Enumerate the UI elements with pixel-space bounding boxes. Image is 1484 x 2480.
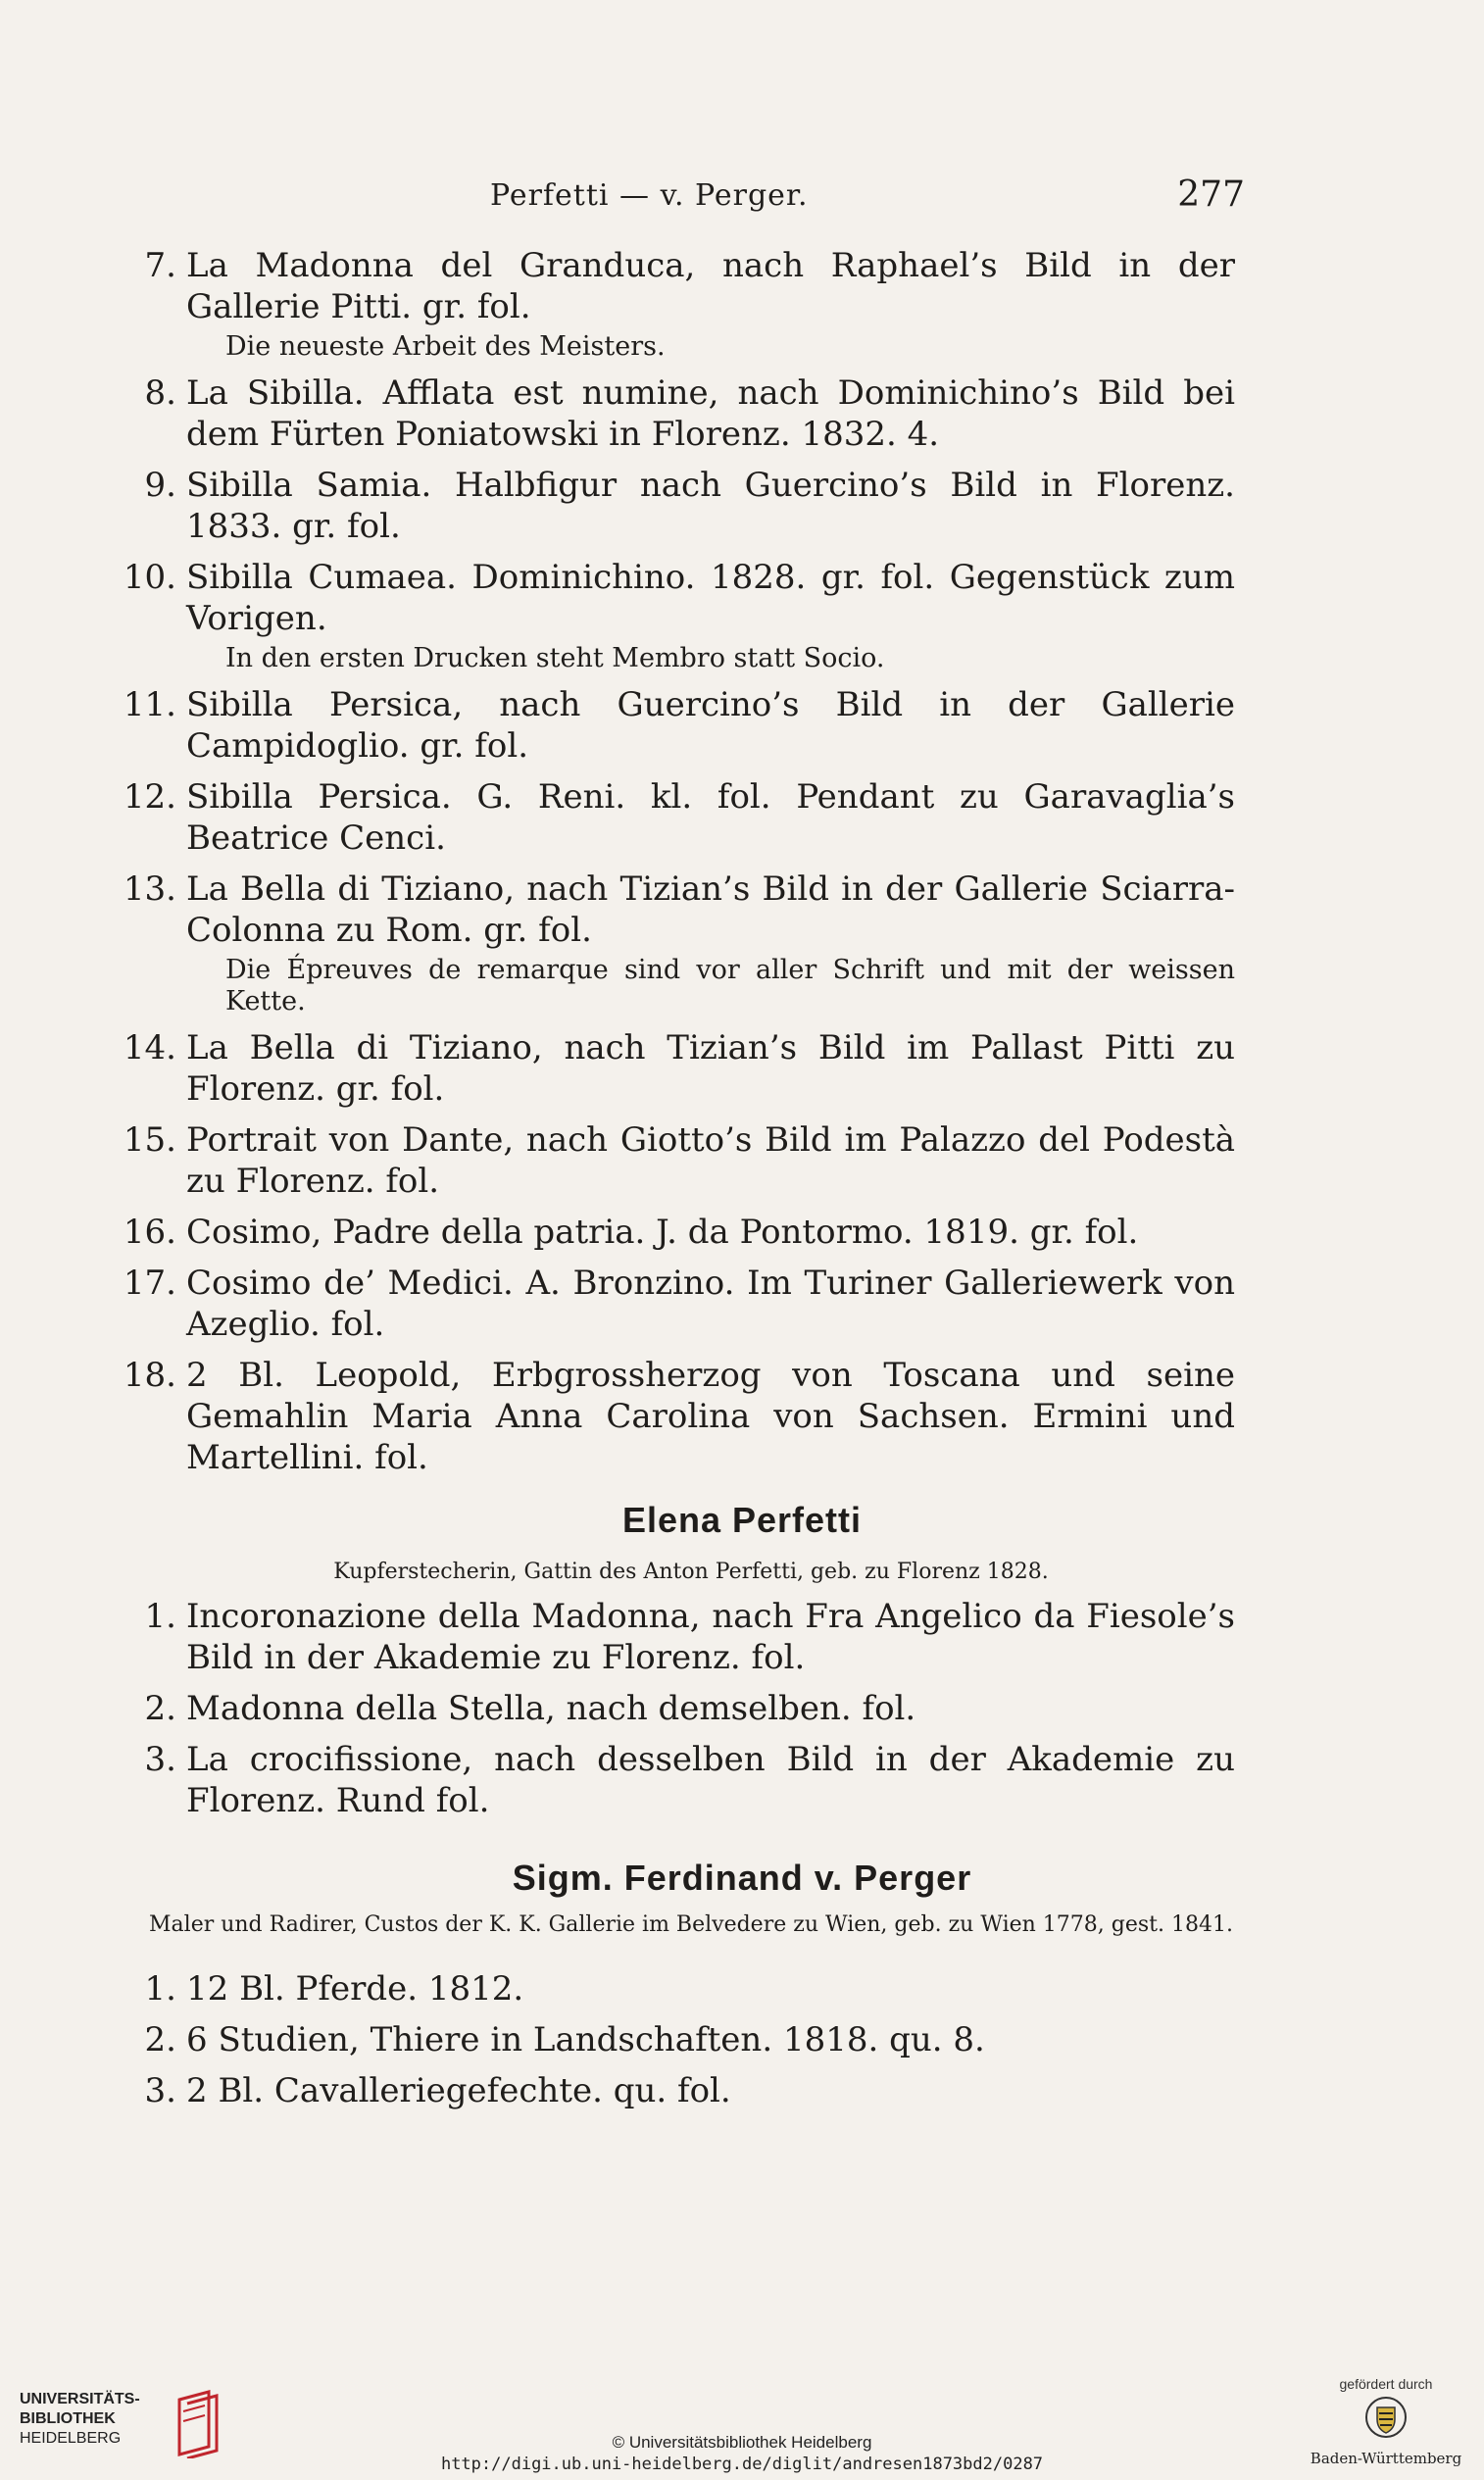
entry-text: Cosimo de’ Medici. A. Bronzino. Im Turiner Galleriewerk von Azeglio. fol. [186,1264,1235,1344]
entry-number: 3. [144,1740,176,1779]
entry-number: 15. [123,1120,176,1160]
entry-number: 10. [123,558,176,597]
list-item [118,1355,1235,1478]
section-subtitle-perger: Maler und Radirer, Custos der K. K. Gallerie im Belvedere zu Wien, geb. zu Wien 1778, gest. 1841. [149,1912,1233,1937]
entry-note: Die Épreuves de remarque sind vor aller Schrift und mit der weissen Kette. [225,955,1235,1017]
entry-number: 1. [144,1969,176,2009]
list-item [118,465,1235,547]
entry-text: 2 Bl. Leopold, Erbgrossherzog von Toscana und seine Gemahlin Maria Anna Carolina von Sachsen. Ermini und Martellini. fol. [186,1356,1235,1477]
entry-text: 6 Studien, Thiere in Landschaften. 1818. qu. 8. [186,2020,985,2059]
running-title: Perfetti — v. Perger. [490,178,809,213]
library-name-line2: BIBLIOTHEK [20,2410,116,2427]
copyright-notice: © Universitätsbibliothek Heidelberg [612,2433,872,2452]
list-item [118,1027,1235,1110]
entry-text: Incoronazione della Madonna, nach Fra Angelico da Fiesole’s Bild in der Akademie zu Florenz. fol. [186,1597,1235,1677]
list-item [118,1596,1235,1678]
entry-text: 2 Bl. Cavalleriegefechte. qu. fol. [186,2071,731,2110]
entry-number: 13. [123,869,176,909]
entry-text: La Bella di Tiziano, nach Tizian’s Bild in der Gallerie Sciarra-Colonna zu Rom. gr. fol. [186,869,1235,950]
entry-number: 14. [123,1028,176,1067]
entry-text: Sibilla Persica, nach Guercino’s Bild in der Gallerie Campidoglio. gr. fol. [186,685,1235,766]
sponsor-block[interactable] [1308,2376,1464,2467]
entry-text: La Bella di Tiziano, nach Tizian’s Bild im Pallast Pitti zu Florenz. gr. fol. [186,1028,1235,1109]
entry-note: In den ersten Drucken steht Membro statt Socio. [225,643,885,673]
list-item [118,1739,1235,1821]
list-item [118,776,1235,859]
list-item [118,1968,1235,2009]
entry-number: 11. [123,685,176,724]
list-item [118,372,1235,455]
section-heading-elena-perfetti: Elena Perfetti [621,1500,863,1540]
entry-text: Portrait von Dante, nach Giotto’s Bild im Palazzo del Podestà zu Florenz. fol. [186,1120,1235,1201]
sponsor-label: gefördert durch [1339,2376,1433,2392]
entry-text: 12 Bl. Pferde. 1812. [186,1969,524,2009]
entry-number: 12. [123,777,176,817]
list-item [118,557,1235,674]
list-item [118,1119,1235,1202]
entry-text: Sibilla Persica. G. Reni. kl. fol. Pendant zu Garavaglia’s Beatrice Cenci. [186,777,1235,858]
perfetti-entry-list [118,245,1235,1488]
entry-text: La Sibilla. Afflata est numine, nach Dominichino’s Bild bei dem Fürten Poniatowski in Florenz. 1832. 4. [186,373,1235,454]
perger-entry-list [118,1968,1235,2121]
entry-text: Sibilla Samia. Halbfigur nach Guercino’s Bild in Florenz. 1833. gr. fol. [186,466,1235,546]
entry-number: 3. [144,2071,176,2110]
library-name-line1: UNIVERSITÄTS- [20,2391,140,2407]
list-item [118,684,1235,767]
list-item [118,1263,1235,1345]
running-head [118,174,1245,223]
entry-number: 18. [123,1356,176,1395]
page-number: 277 [1177,174,1245,215]
entry-note: Die neueste Arbeit des Meisters. [225,331,666,362]
entry-text: Cosimo, Padre della patria. J. da Pontormo. 1819. gr. fol. [186,1213,1139,1252]
entry-number: 17. [123,1264,176,1303]
list-item [118,2019,1235,2060]
sponsor-name: Baden-Württemberg [1310,2450,1462,2467]
list-item [118,868,1235,1017]
list-item [118,2070,1235,2111]
list-item [118,1212,1235,1253]
entry-text: Madonna della Stella, nach demselben. fol. [186,1689,916,1728]
entry-text: La Madonna del Granduca, nach Raphael’s Bild in der Gallerie Pitti. gr. fol. [186,246,1235,326]
entry-number: 16. [123,1213,176,1252]
section-subtitle-elena-perfetti: Kupferstecherin, Gattin des Anton Perfetti, geb. zu Florenz 1828. [333,1560,1049,1584]
elena-entry-list [118,1596,1235,1831]
entry-number: 9. [144,466,176,505]
entry-number: 2. [144,1689,176,1728]
entry-number: 1. [144,1597,176,1636]
section-heading-perger: Sigm. Ferdinand v. Perger [512,1858,972,1898]
entry-text: Sibilla Cumaea. Dominichino. 1828. gr. fol. Gegenstück zum Vorigen. [186,558,1235,638]
entry-text: La crocifissione, nach desselben Bild in der Akademie zu Florenz. Rund fol. [186,1740,1235,1820]
entry-number: 7. [144,246,176,285]
footer [0,2372,1484,2480]
list-item [118,1688,1235,1729]
library-name-line3: HEIDELBERG [20,2430,122,2447]
entry-number: 2. [144,2020,176,2059]
list-item [118,245,1235,363]
permalink-url[interactable]: http://digi.ub.uni-heidelberg.de/diglit/andresen1873bd2/0287 [440,2455,1044,2474]
entry-number: 8. [144,373,176,413]
coat-of-arms-icon [1364,2396,1408,2439]
